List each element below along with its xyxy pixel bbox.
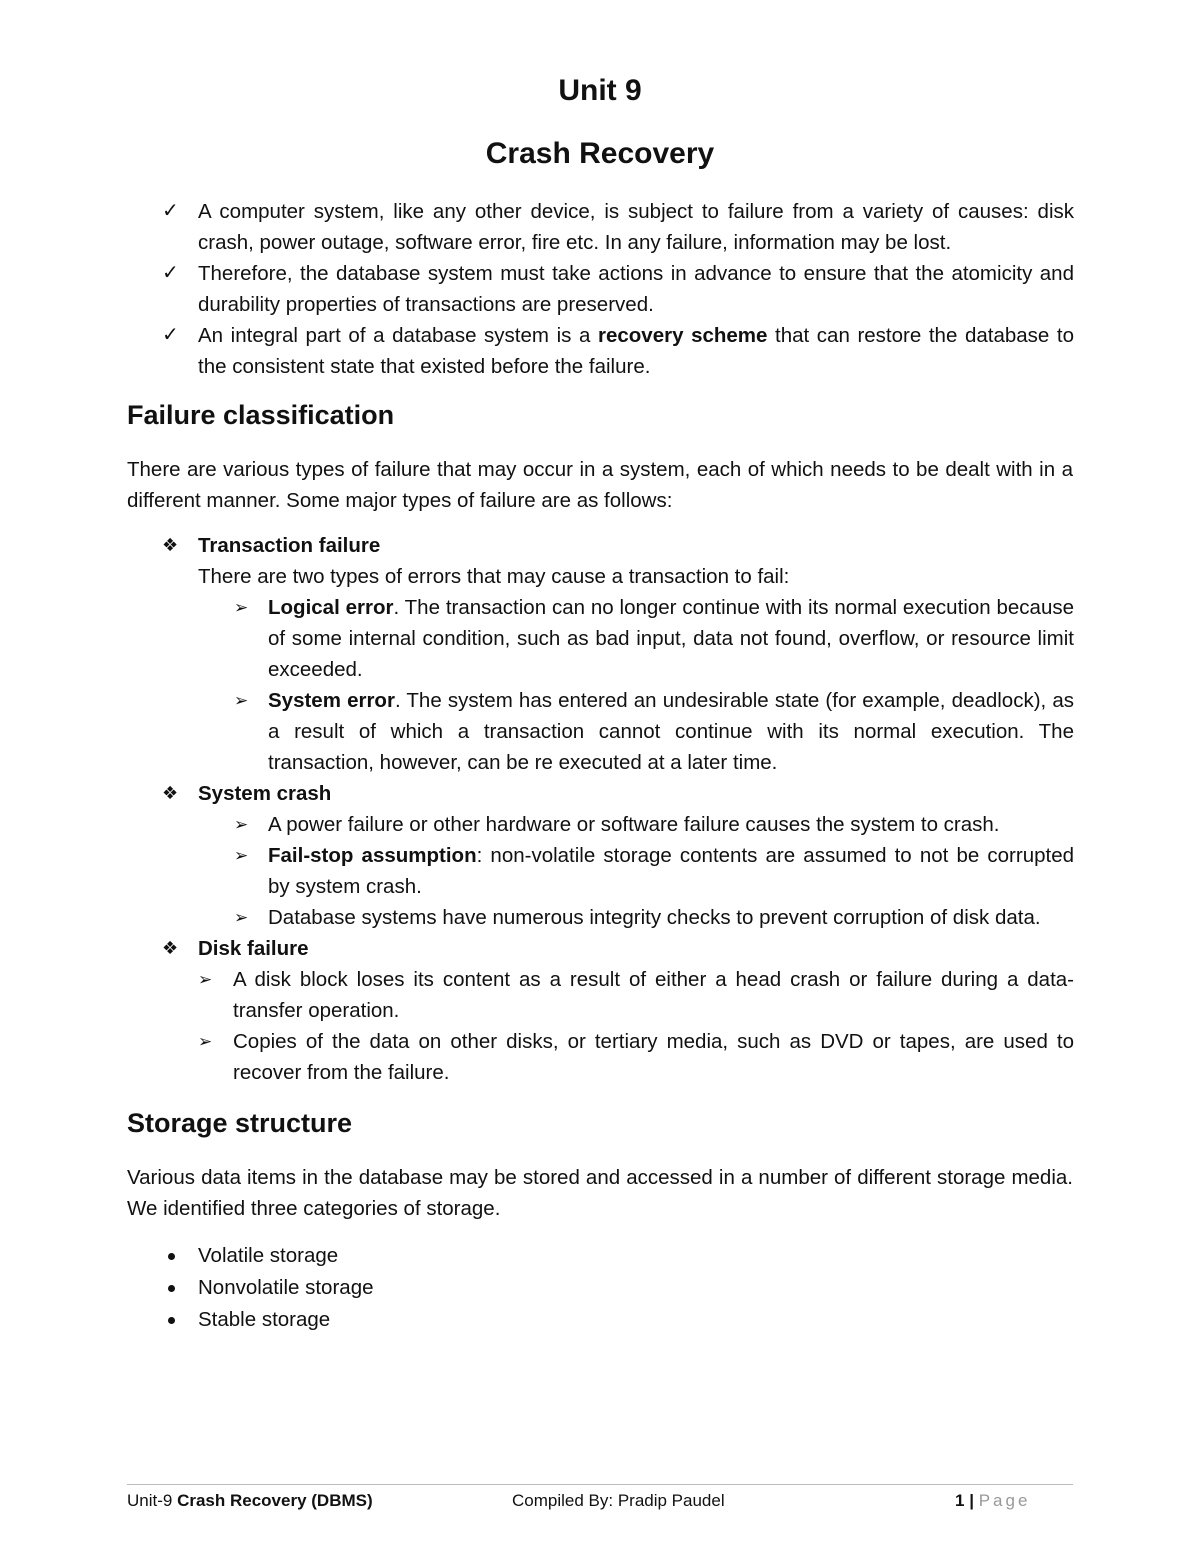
system-crash-item — [160, 902, 1074, 933]
logical-error-item — [160, 592, 1074, 685]
page-separator: | — [969, 1491, 974, 1510]
arrow-bullet-icon: ➢ — [198, 970, 213, 989]
disk-failure-item — [160, 964, 1074, 1026]
logical-error-term: Logical error — [268, 596, 394, 619]
failure-classification-heading: Failure classification — [127, 400, 395, 430]
checkmark-icon: ✓ — [162, 324, 179, 346]
storage-intro-paragraph: Various data items in the database may be stored and accessed in a number of different storage media. We identified three categories of storage. — [127, 1166, 1073, 1220]
failure-intro-paragraph: There are various types of failure that may occur in a system, each of which needs to be dealt with in a different manner. Some major types of failure are as follows: — [127, 458, 1073, 512]
fail-stop-text: : non-volatile storage contents are assumed to not be corrupted by system crash. — [268, 844, 1074, 898]
system-crash-label: System crash — [198, 782, 332, 805]
failure-types — [160, 530, 1074, 1088]
system-crash-item-text: A power failure or other hardware or software failure causes the system to crash. — [268, 813, 1000, 836]
storage-item-label: Nonvolatile storage — [198, 1276, 374, 1299]
footer-unit-label: Unit-9 — [127, 1491, 178, 1510]
system-error-text: . The system has entered an undesirable state (for example, deadlock), as a result of which a transaction cannot continue with its normal execution. The transaction, however, can be re executed at a later time. — [268, 689, 1075, 774]
disk-failure-title — [160, 933, 1074, 964]
bullet-dot-icon — [168, 1285, 175, 1292]
checkmark-icon: ✓ — [162, 200, 179, 222]
footer-divider — [127, 1484, 1073, 1485]
list-item — [160, 1304, 374, 1336]
footer-course-title: Crash Recovery (DBMS) — [177, 1491, 373, 1510]
transaction-failure-intro: There are two types of errors that may cause a transaction to fail: — [198, 565, 790, 588]
intro-item — [160, 196, 1074, 258]
transaction-failure-label: Transaction failure — [198, 534, 381, 557]
disk-failure-item-text: Copies of the data on other disks, or tertiary media, such as DVD or tapes, are used to recover from the failure. — [233, 1030, 1074, 1084]
footer-compiled-by: Compiled By: Pradip Paudel — [512, 1491, 725, 1510]
footer-left — [127, 1490, 373, 1512]
system-crash-title — [160, 778, 1074, 809]
bullet-dot-icon — [168, 1317, 175, 1324]
system-crash-item — [160, 809, 1074, 840]
transaction-failure-title — [160, 530, 1074, 561]
footer-page — [955, 1490, 1030, 1512]
arrow-bullet-icon: ➢ — [234, 598, 249, 617]
intro-item — [160, 320, 1074, 382]
intro-item-text-after: that can restore the database to the consistent state that existed before the failure. — [198, 324, 1074, 378]
page-number: 1 — [955, 1491, 965, 1510]
system-error-term: System error — [268, 689, 395, 712]
fail-stop-term: Fail-stop assumption — [268, 844, 477, 867]
disk-failure-label: Disk failure — [198, 937, 309, 960]
intro-item — [160, 258, 1074, 320]
page-word: Page — [978, 1491, 1031, 1510]
intro-item-text: Therefore, the database system must take actions in advance to ensure that the atomicity and durability properties of transactions are preserved. — [198, 262, 1074, 316]
intro-item-text: A computer system, like any other device, is subject to failure from a variety of causes: disk crash, power outage, software error, fire etc. In any failure, information may be lost. — [198, 200, 1074, 254]
chapter-title: Crash Recovery — [485, 137, 715, 170]
recovery-scheme-term: recovery scheme — [597, 324, 768, 347]
disk-failure-item-text: A disk block loses its content as a result of either a head crash or failure during a data-transfer operation. — [233, 968, 1074, 1022]
diamond-bullet-icon: ❖ — [162, 938, 179, 958]
intro-item-text-before: An integral part of a database system is a — [198, 324, 598, 347]
storage-item-label: Volatile storage — [198, 1244, 339, 1267]
system-crash-item — [160, 840, 1074, 902]
checkmark-icon: ✓ — [162, 262, 179, 284]
storage-structure-heading: Storage structure — [127, 1108, 353, 1138]
diamond-bullet-icon: ❖ — [162, 783, 179, 803]
system-error-item — [160, 685, 1074, 778]
bullet-dot-icon — [168, 1253, 175, 1260]
arrow-bullet-icon: ➢ — [198, 1032, 213, 1051]
storage-list — [160, 1240, 374, 1336]
logical-error-text: . The transaction can no longer continue with its normal execution because of some internal condition, such as bad input, data not found, overflow, or resource limit exceeded. — [268, 596, 1074, 681]
storage-item-label: Stable storage — [198, 1308, 331, 1331]
intro-list — [160, 196, 1074, 382]
arrow-bullet-icon: ➢ — [234, 846, 249, 865]
arrow-bullet-icon: ➢ — [234, 908, 249, 927]
arrow-bullet-icon: ➢ — [234, 691, 249, 710]
list-item — [160, 1240, 374, 1272]
system-crash-item-text: Database systems have numerous integrity checks to prevent corruption of disk data. — [268, 906, 1041, 929]
arrow-bullet-icon: ➢ — [234, 815, 249, 834]
unit-title: Unit 9 — [558, 74, 642, 107]
disk-failure-item — [160, 1026, 1074, 1088]
diamond-bullet-icon: ❖ — [162, 535, 179, 555]
list-item — [160, 1272, 374, 1304]
